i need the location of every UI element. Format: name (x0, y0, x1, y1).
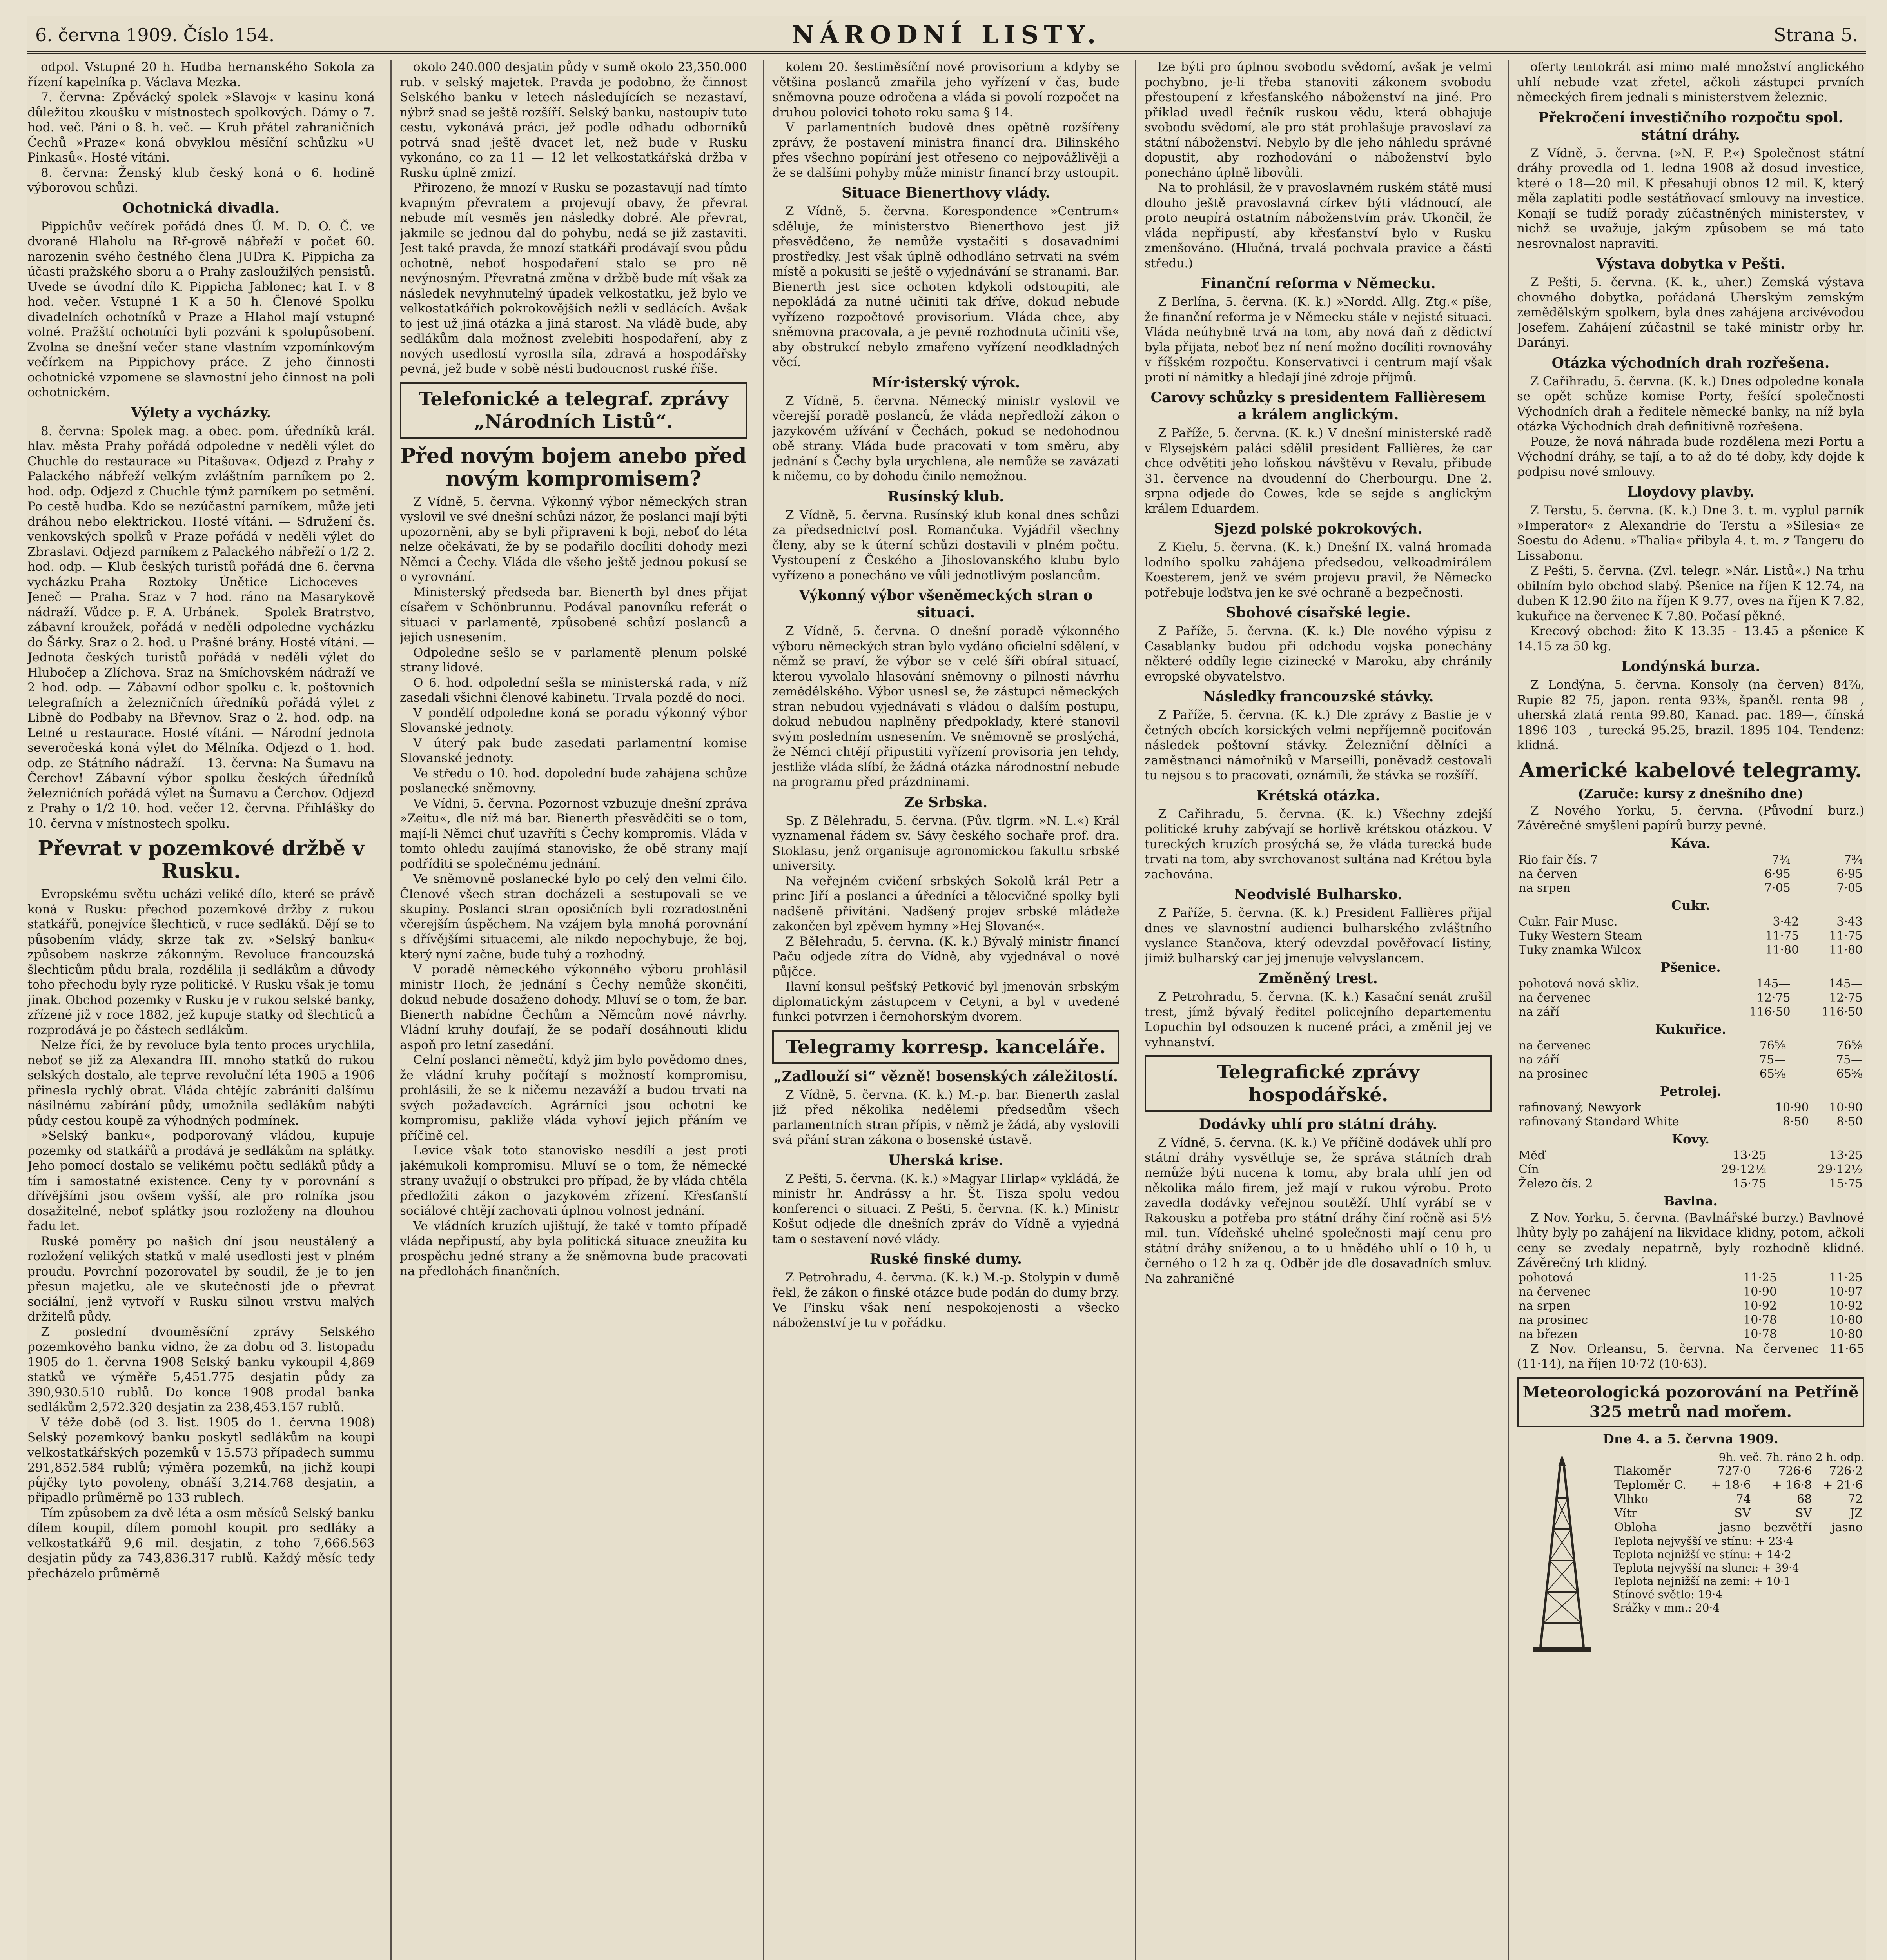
pred-text-2: Ministerský předseda bar. Bienerth byl dnes přijat císařem v Schönbrunnu. Podával panovníku referát o situaci v parlamentě, způsobené schůzí poslanců a jejich usnesením. (400, 585, 747, 644)
heading-ministersky: Mír·isterský výrok. (871, 374, 1020, 391)
prevrat-text-7: Tím způsobem za dvě léta a osm měsíců Selský banku dílem koupil, dílem pomohl koupit pro sedláky a velkostatkářů 9,6 mil. desjatin, z toho 7,666.563 desjatin půdy za 743,836.317 rublů. Každý měsíc tedy přecházelo průměrně (27, 1506, 375, 1581)
table-cell: bezvětří (1763, 1520, 1812, 1534)
vylety-text: 8. června: Spolek mag. a obec. pom. úředníků král. hlav. města Prahy pořádá odpoledne v neděli výlet do Chuchle do restaurace »u Pitašova«. Odjezd z Prahy z Palackého nábřeží velkým zvláštním parníkem po 2. hod. odp. Odjezd z Chuchle týmž parníkem po setmění. Po cestě hudba. Kdo se nezúčastní parníkem, může jeti dráhou nebo elektrickou. Hosté vítáni. — Sdružení čs. venkovských spolků v Praze pořádá v neděli výlet do Zbraslavi. Odjezd parníkem z Palackého nábřeží o 1/2 2. hod. odp. — Klub českých turistů pořádá dne 6. června vycházku Praha — Roztoky — Únětice — Lichoceves — Jeneč — Praha. Sraz v 7 hod. ráno na Masarykově nádraží. Vůdce p. F. A. Urbánek. — Spolek Bratrstvo, zábavní kroužek, pořádá v neděli odpoledne vycházku do Šárky. Sraz o 2. hod. u Prašné brány. Hosté vítáni. — Jednota českých turistů pořádá v neděli výlet do Hlubočep a Zlíchova. Sraz na Smíchovském nádraží ve 2 hod. odp. — Zábavní odbor spolku c. k. poštovních telegrafních a železničních úředníků pořádá výlet z Libně do Podbaby na Břevnov. Sraz o 2. hod. odp. na Letné u restaurace. Hosté vítáni. — Národní jednota severočeská koná výlet do Mělníka. Odjezd o 1. hod. odp. ze Státního nádraží. — 13. června: Na Šumavu na Čerchov! Zábavní výbor spolku českých úředníků železničních pořádá výlet na Šumavu a Čerchov. Odjezd z Prahy o 1/2 10. hod. večer 12. června. Přihlášky do 10. června v místnostech spolku. (27, 424, 375, 831)
petrin-tower-icon (1517, 1451, 1607, 1655)
table-row (1517, 1177, 1864, 1191)
bavlna-text: Z Nov. Yorku, 5. června. (Bavlnářské burzy.) Bavlnové lhůty byly po zahájení na likvidace klidny, potom, ačkoli ceny se zvedaly nepatrně, byly rozhodně klidné. Závěrečný trh klidný. (1517, 1210, 1864, 1270)
table-cell: + 18·6 (1711, 1478, 1751, 1492)
meteo-banner: Meteorologická pozorování na Petříně 325 metrů nad mořem. (1517, 1377, 1864, 1427)
korresp-banner: Telegramy korresp. kanceláře. (772, 1030, 1119, 1064)
table-row-label: na prosinec (1519, 1313, 1588, 1327)
table-cell: + 16·8 (1772, 1478, 1812, 1492)
bilinski-text: V parlamentních budově dnes opětně rozšířeny zprávy, že postavení ministra financí dra. Bilinského přes všechno popírání jest otřeseno co nejpovážlivěji a že se dalšími pohyby může ministr financí brzy ustoupit. (772, 120, 1119, 180)
column-3 (772, 60, 1119, 1960)
pred-text-10: V poradě německého výkonného výboru prohlásil ministr Hoch, že jednání s Čechy nemůže skončiti, dokud nebude dosaženo dohody. Mluví se o tom, že bar. Bienerth nabídne Čechům a Němcům nové návrhy. Vládní kruhy doufají, že se podaří dosáhnouti klidu aspoň pro letní zasedání. (400, 962, 747, 1052)
newspaper-title: NÁRODNÍ LISTY. (792, 20, 1101, 49)
pred-text-7: Ve středu o 10. hod. dopolední bude zahájena schůze poslanecké sněmovny. (400, 766, 747, 795)
heading-srbsko: Ze Srbska. (904, 794, 988, 811)
table-cell: 68 (1797, 1492, 1812, 1506)
table-row-label: na prosinec (1519, 1067, 1588, 1081)
heading-petrolej: Petrolej. (1660, 1083, 1722, 1099)
heading-americke: Americké kabelové telegramy. (1519, 758, 1862, 782)
vystava-text: Z Pešti, 5. června. (K. k., uher.) Zemská výstava chovného dobytka, pořádaná Uherským zemským zemědělským spolkem, byla dnes zahájena arcivévodou Josefem. Zahájení zúčastnil se také ministr orby hr. Darányi. (1517, 275, 1864, 350)
table-row (1613, 1521, 1864, 1535)
table-cell: 7¾ (1843, 853, 1863, 867)
newspaper-page (27, 16, 1866, 1960)
table-row (1517, 867, 1864, 881)
table-cell: 116·50 (1822, 1005, 1863, 1019)
pred-text-6: V úterý pak bude zasedati parlamentní komise Slovanské jednoty. (400, 736, 747, 765)
column-2 (400, 60, 747, 1960)
table-row-label: na září (1519, 1053, 1560, 1067)
table-cell: 10·80 (1829, 1327, 1863, 1341)
prevrat-cont-text: okolo 240.000 desjatin půdy v sumě okolo 23,350.000 rub. v selský majetek. Pravda je podobno, že činnost Selského banku v letech následujících se nezastaví, nýbrž snad se ještě rozšíří. Selský banku, nastoupiv tuto cestu, vykonává práci, jež podle odhadu odborníků potrvá snad ještě dvacet let, než bude v Rusku vykonáno, co za 11 — 12 let velkostatkářská držba v Rusku úplně zmizí. (400, 60, 747, 180)
prevrat-text-6: V téže době (od 3. list. 1905 do 1. června 1908) Selský pozemkový banku poskytl sedlákům na koupi velkostatkářských pozemků v 15.573 případech summu 291,852.584 rublů; výměra pozemků, na jichž koupi půjčky tyto povoleny, obnáší 3,214.768 desjatin, a připadlo průměrně po 133 rublech. (27, 1415, 375, 1505)
table-cell: 11·25 (1743, 1270, 1777, 1285)
table-cell: 10·92 (1829, 1299, 1863, 1313)
table-row (1613, 1478, 1864, 1492)
table-row (1517, 1067, 1864, 1081)
column-rule (1508, 60, 1509, 1960)
heading-bavlna: Bavlna. (1664, 1193, 1718, 1209)
table-cell: 145— (1756, 976, 1791, 991)
table-row-label: Vítr (1614, 1506, 1637, 1520)
table-cell: 116·50 (1749, 1005, 1791, 1019)
meteo-table (1613, 1464, 1864, 1535)
table-cell: 6·95 (1764, 867, 1791, 881)
table-row (1517, 881, 1864, 895)
table-row-label: Měď (1519, 1148, 1545, 1162)
list-item: Srážky v mm.: 20·4 (1613, 1601, 1720, 1614)
heading-rusinsky: Rusínský klub. (887, 488, 1004, 505)
table-cell: 10·92 (1743, 1299, 1777, 1313)
table-row (1517, 1285, 1864, 1299)
table-row-label: Tuky Western Steam (1519, 929, 1642, 943)
table-row (1517, 915, 1864, 929)
ochotnicka-text: Pippichův večírek pořádá dnes Ú. M. D. O. Č. ve dvoraně Hlaholu na Rř-grově nábřeží v počet 60. narozenin svého čestného člena JUDra K. Pippicha za účasti pražského sboru a o Prahy zasloužilých pensistů. Uvede se úvodní dílo K. Pippicha Jablonec; kat I. v 8 hod. večer. Vstupné 1 K a 50 h. Členové Spolku divadelních ochotníků v Praze a Hlahol mají vstupné volné. Pražští ochotníci byli pozváni k spolupůsobení. Zvolna se dnešní večer stane vlastním vzpomínkovým večírkem na Pippichovy práce. Z jeho činnosti ochotnické vzpomene se slavnostní jeho činnost na poli ochotnickém. (27, 219, 375, 399)
column-rule (763, 60, 764, 1960)
table-cell: 72 (1847, 1492, 1863, 1506)
heading-prekroceni: Překročení investičního rozpočtu spol. státní dráhy. (1538, 109, 1843, 143)
heading-cukr: Cukr. (1671, 897, 1710, 913)
heading-dodavky: Dodávky uhlí pro státní dráhy. (1199, 1116, 1438, 1132)
table-row-label: pohotová (1519, 1270, 1573, 1285)
table-row (1517, 1101, 1864, 1115)
carovy-text: Z Paříže, 5. června. (K. k.) V dnešní ministerské radě v Elysejském paláci sdělil president Fallières, že car chce odvětiti jeho loňskou návštěvu v Revalu, přibude 31. července na dvoudenní do Cherbourgu. Dne 2. srpna odjede do Cowes, kde se sejde s anglickým králem Eduardem. (1145, 426, 1492, 516)
table-cell: 8·50 (1782, 1114, 1809, 1129)
meteo-dates: Dne 4. a 5. června 1909. (1603, 1431, 1778, 1446)
table-cell: 12·75 (1829, 991, 1863, 1005)
table-cell: 726·6 (1778, 1464, 1812, 1478)
table-cell: 65⅝ (1836, 1067, 1863, 1081)
table-row (1517, 853, 1864, 867)
heading-carovy: Carovy schůzky s presidentem Fallièresem a králem anglickým. (1150, 389, 1486, 423)
sbohove-text: Z Paříže, 5. června. (K. k.) Dle nového výpisu z Casablanky budou při odchodu vojska ponechány některé oddíly legie cizinecké v Maroku, aby chránily evropské obyvatelstvo. (1145, 624, 1492, 684)
table-row (1613, 1492, 1864, 1506)
prirozeno-text: Přirozeno, že mnozí v Rusku se pozastavují nad tímto kvapným převratem a projevují obavy, že převrat nebude mít vesměs jen následky dobré. Ale převrat, jakmile se jednou dal do pohybu, nedá se již zastaviti. Jest také pravda, že mnozí statkáři prodávají svou půdu ochotně, neboť hospodaření stalo se pro ně nevýnosným. Převratná změna v držbě bude mít však za následek nevyhnutelný úpadek velkostatku, jež bylo ve velkostatkářích pokrokovějších nežli v sedlácích. Avšak to jest už jiná otázka a jiná starost. Na vládě bude, aby sedlákům dala možnost zvelebiti hospodaření, aby z nových usedlostí vyrostla síla, zdravá a hospodářsky pevná, jež bude v sobě nésti budoucnost ruské říše. (400, 181, 747, 376)
table-cell: + 21·6 (1823, 1478, 1863, 1492)
column-rule (390, 60, 392, 1960)
table-row-label: Rio fair čís. 7 (1519, 853, 1598, 867)
heading-nasledky: Následky francouzské stávky. (1203, 688, 1434, 705)
table-row-label: Obloha (1614, 1520, 1657, 1534)
prevrat-text-5: Z poslední dvouměsíční zprávy Selského pozemkového banku vidno, že za dobu od 3. listopadu 1905 do 1. června 1908 Selský banku vykoupil 4,869 statků ve výměře 5,451.775 desjatin půdy za 390,930.510 rublů. Do konce 1908 prodal banka sedlákům 2,572.320 desjatin za 238,453.157 rublů. (27, 1325, 375, 1414)
table-row-label: Vlhko (1614, 1492, 1648, 1506)
heading-neodvisle: Neodvislé Bulharsko. (1234, 886, 1403, 903)
bavlna-table (1517, 1271, 1864, 1341)
heading-situace: Situace Bienerthovy vlády. (842, 185, 1050, 201)
table-row-label: na březen (1519, 1327, 1578, 1341)
svoboda-text: lze býti pro úplnou svobodu svědomí, avšak je velmi pochybno, je-li třeba stanoviti zákonem svobodu přestoupení z křesťanského náboženství na jiné. Pro příklad uvedl řečník ruskou vědu, která obhajuje svobodu svědomí, ale pro stát prohlašuje pravoslaví za státní náboženství. Nebylo by dle jeho náhledu správné dopustit, aby rozhodování o náboženství bylo ponecháno úplně libovůli. (1145, 60, 1492, 180)
meteo-readings (1613, 1451, 1864, 1655)
list-item: Teplota nejvyšší na slunci: + 39·4 (1613, 1561, 1799, 1574)
table-row (1517, 943, 1864, 957)
table-cell: 11·75 (1765, 929, 1799, 943)
otazka-text: Z Cařihradu, 5. června. (K. k.) Dnes odpoledne konala se opět schůze komise Porty, řešící společnosti Východních drah a ředitele německé banky, na níž byla otázka Východních drah definitivně rozřešena. (1517, 374, 1864, 434)
table-row-label: rafinovaný Standard White (1519, 1114, 1679, 1129)
table-cell: 11·25 (1829, 1270, 1863, 1285)
heading-psenice: Pšenice. (1660, 959, 1721, 975)
table-cell: SV (1795, 1506, 1812, 1520)
heading-sbohove: Sbohové císařské legie. (1226, 604, 1411, 621)
table-cell: 8·50 (1836, 1114, 1863, 1129)
intro-text: odpol. Vstupné 20 h. Hudba hernanského Sokola za řízení kapelníka p. Václava Mezka. (27, 60, 375, 89)
table-row-label: na červen (1519, 867, 1577, 881)
page-number: Strana 5. (1774, 24, 1858, 45)
table-cell: 727·0 (1717, 1464, 1751, 1478)
table-cell: 11·75 (1829, 929, 1863, 943)
table-cell: 10·80 (1829, 1313, 1863, 1327)
heading-kukurice: Kukuřice. (1655, 1021, 1726, 1037)
table-row (1517, 929, 1864, 943)
pred-text-13: Ve vládních kruzích ujištují, že také v tomto případě vláda nepřipustí, aby byla politická situace zneužita ku prospěchu jedné strany a že sněmovna bude pracovati na předlohách finančních. (400, 1219, 747, 1278)
heading-otazka: Otázka východních drah rozřešena. (1551, 354, 1830, 371)
prevrat-text-4: Ruské poměry po našich dní jsou neustálený a rozložení velikých statků v malé usedlosti jest v plném proudu. Povrchní pozorovatel by soudil, že je to jen přesun majetku, ale ve skutečnosti jde o převrat sociální, jenž vytvoří v Rusku silnou vrstvu malých držitelů půdy. (27, 1234, 375, 1324)
table-row-label: Tuky znamka Wilcox (1519, 943, 1641, 957)
lloydovy-text: Z Terstu, 5. června. (K. k.) Dne 3. t. m. vyplul parník »Imperator« z Alexandrie do Terstu a »Silesia« ze Soestu do Adenu. »Thalia« přibyla 4. t. m. z Tangeru do Lissabonu. (1517, 503, 1864, 563)
table-row (1517, 977, 1864, 991)
table-row (1613, 1464, 1864, 1478)
heading-zahlad: „Zadlouží si“ vězně! bosenských záležitostí. (773, 1068, 1118, 1085)
table-row-label: na červenec (1519, 1285, 1591, 1299)
heading-ochotnicka: Ochotnická divadla. (122, 200, 280, 216)
table-cell: 10·90 (1775, 1100, 1809, 1114)
table-row-label: Cín (1519, 1162, 1539, 1176)
klub-text: 8. června: Ženský klub český koná o 6. hodině výborovou schůzi. (27, 165, 375, 195)
heading-vystava: Výstava dobytka v Pešti. (1596, 256, 1785, 272)
table-cell: 145— (1828, 976, 1863, 991)
kava-table (1517, 853, 1864, 895)
table-cell: 6·95 (1836, 867, 1863, 881)
table-cell: 15·75 (1829, 1176, 1863, 1191)
pred-text-11: Celní poslanci němečtí, když jim bylo povědomo dnes, že vládní kruhy počítají s možností kompromisu, prohlásili, že se k ničemu nezaváží a budou trvati na svých požadavcích. Agrárníci jsou ochotni ke kompromisu, pakliže vláda vyhoví jejich přáním ve příčině cel. (400, 1053, 747, 1143)
table-cell: 7¾ (1771, 853, 1791, 867)
table-row-label: Tlakoměr (1614, 1464, 1671, 1478)
table-cell: 726·2 (1829, 1464, 1863, 1478)
table-cell: 10·78 (1743, 1327, 1777, 1341)
dodavky-text: Z Vídně, 5. června. (K. k.) Ve příčině dodávek uhlí pro státní dráhy vysvětluje se, že správa státních drah nemůže býti nucena k tomu, aby brala uhlí jen od několika málo firem, jež mají v rukou výrobu. Proto zavedla dodávky veřejnou soutěží. Uhlí vyrábí se v Rakousku a potřeba pro státní dráhy činí ročně asi 5½ mil. tun. Vídeňské uhelné společnosti mají cenu pro státní dráhy sníženou, a to u hnědého uhlí o 10 h, u černého o 12 h za q. Odběr jde dle dosavadních smluv. Na zahraničné (1145, 1136, 1492, 1286)
table-row (1517, 1039, 1864, 1053)
table-cell: 10·97 (1829, 1285, 1863, 1299)
table-cell: 12·75 (1756, 991, 1791, 1005)
table-row-label: na září (1519, 1005, 1560, 1019)
heading-prevrat: Převrat v pozemkové držbě v Rusku. (38, 837, 365, 883)
pred-text-3: Odpoledne sešlo se v parlamentě plenum polské strany lidové. (400, 645, 747, 675)
column-1 (27, 60, 375, 1960)
heading-sjezd: Sjezd polské pokrokových. (1214, 521, 1423, 537)
table-cell: 76⅝ (1836, 1038, 1863, 1053)
table-cell: 75— (1759, 1053, 1786, 1067)
provisorium-text: kolem 20. šestiměsíční nové provisorium a kdyby se většina poslanců zmařila jeho vyřízení v čas, bude sněmovna pouze odročena a vláda si povolí rozpočet na druhou polovici tohoto roku sama § 14. (772, 60, 1119, 120)
pred-text-5: V pondělí odpoledne koná se poradu výkonný výbor Slovanské jednoty. (400, 706, 747, 735)
zahlad-text: Z Vídně, 5. června. (K. k.) M.-p. bar. Bienerth zaslal již před několika nedělemi předsedům všech parlamentních stran přípis, v němž je žádá, aby vyslovili svá přání stran zákona o bosenské ústavě. (772, 1087, 1119, 1147)
pred-text-12: Levice však toto stanovisko nesdílí a jest proti jakémukoli kompromisu. Mluví se o tom, že německé strany uvažují o obstrukci pro případ, že by vláda chtěla předložiti zákon o jazykovém zřízení. Křesťanští sociálové chtějí zachovati úplnou volnost jednání. (400, 1143, 747, 1218)
table-cell: 11·80 (1829, 943, 1863, 957)
sjezd-text: Z Kielu, 5. června. (K. k.) Dnešní IX. valná hromada lodního spolku zahájena předsedou, velkoadmirálem Koesterem, jenž ve svém projevu pravil, že Německo potřebuje loďstva jen ke své ochraně a bezpečnosti. (1145, 540, 1492, 600)
ministersky-text: Z Vídně, 5. června. Německý ministr vyslovil ve včerejší poradě poslanců, že vláda nepředloží zákon o jazykovém užívání v Čechách, pokud se nedohodnou obě strany. Vláda bude pracovati v tom směru, aby jednání s Čechy byla urychlena, ale nemůže se zavázati k ničemu, co by dohodu činilo nemožnou. (772, 394, 1119, 483)
kretska-text: Z Cařihradu, 5. června. (K. k.) Všechny zdejší politické kruhy zabývají se horlivě krétskou otázkou. V tureckých kruzích prosýchá se, že vláda turecká bude trvati na tom, aby svrchovanost sultána nad Krétou byla zachována. (1145, 807, 1492, 882)
table-row (1517, 1327, 1864, 1341)
pred-text-9: Ve sněmovně poslanecké bylo po celý den velmi čilo. Členové všech stran docházeli a sestupovali se ve skupiny. Poslanci stran oposičních byli rozradostněni včerejším úspěchem. Na vzájem byla mnohá porovnání s dřívějšími situacemi, ale nikdo nepochybuje, že boj, který nyní začne, bude tuhý a rozhodný. (400, 872, 747, 962)
column-5 (1517, 60, 1864, 1960)
heading-vylety: Výlety a vycházky. (131, 404, 271, 421)
table-row (1517, 1115, 1864, 1129)
uherska-text: Z Pešti, 5. června. (K. k.) »Magyar Hirlap« vykládá, že ministr hr. Andrássy a hr. Št. Tisza spolu vedou konferenci o situaci. Z Pešti, 5. června. (K. k.) Ministr Košut odjede dle dnešních zpráv do Vídně a vyjedná tam o sestavení nové vlády. (772, 1171, 1119, 1246)
srbsko-text-3: Z Bělehradu, 5. června. (K. k.) Bývalý ministr financí Paču odjede zítra do Vídně, aby vyjednával o nové půjčce. (772, 934, 1119, 979)
masthead (27, 16, 1866, 54)
table-cell: 10·78 (1743, 1313, 1777, 1327)
subheading-americke: (Zaruče: kursy z dnešního dne) (1578, 786, 1804, 801)
column-4 (1145, 60, 1492, 1960)
kovy-table (1517, 1149, 1864, 1191)
prevrat-text-1: Evropskému světu ucházi veliké dílo, které se právě koná v Rusku: přechod pozemkové držby z rukou statkářů, ponejvíce šlechticů, v ruce sedláků. Dějí se to působením vlády, skrze tak zv. »Selský banku« způsobem naskrze zákonným. Revoluce francouzská šlechticům půdu brala, rozdělila ji sedlákům a důvody toho přechodu byly ryze politické. V Rusku však je tomu jinak. Obchod pozemky v Rusku je v rukou selské banky, zřízené již v roce 1882, jež kupuje statky od šlechticů a rozprodává je po částech sedlákům. (27, 887, 375, 1037)
table-cell: 75— (1836, 1053, 1863, 1067)
spolek-text: 7. června: Zpěvácký spolek »Slavoj« v kasinu koná důležitou zkoušku v místnostech spolkových. Dámy o 7. hod. več. Páni o 8. h. več. — Kruh přátel zahraničních Čechů »Praze« koná obvyklou měsíční schůzku »U Pinkasů«. Hosté vítáni. (27, 90, 375, 165)
heading-londynska: Londýnská burza. (1621, 658, 1760, 675)
table-cell: 11·80 (1765, 943, 1799, 957)
krecek-text: Krecový obchod: žito K 13.35 - 13.45 a pšenice K 14.15 za 50 kg. (1517, 624, 1864, 653)
table-row (1517, 1053, 1864, 1067)
list-item: Teplota nejnižší na zemi: + 10·1 (1613, 1574, 1791, 1588)
table-cell: 76⅝ (1759, 1038, 1786, 1053)
table-cell: 3·42 (1773, 915, 1799, 929)
issue-date: 6. června 1909. Číslo 154. (35, 24, 275, 45)
heading-lloydovy: Lloydovy plavby. (1627, 484, 1755, 500)
pred-text-1: Z Vídně, 5. června. Výkonný výbor německých stran vyslovil ve své dnešní schůzi názor, že poslanci mají býti upozorněni, aby se byli připraveni k boji, neboť do léta nelze očekávati, že by se podařilo docíliti dohody mezi Němci a Čechy. Vláda dle všeho ještě jednou pokusí se o vyrovnání. (400, 494, 747, 584)
prekroceni-text: Z Vídně, 5. června. (»N. F. P.«) Společnost státní dráhy provedla od 1. ledna 1908 až dosud investice, které o 18—20 mil. K přesahují obnos 12 mil. K, který měla zaplatiti podle sestátňovací smlouvy na investice. Konají se tudíž porady zúčastněných ministerstev, v nichž se uvažuje, jakým způsobem se má tato nesrovnalost napraviti. (1517, 146, 1864, 251)
table-row-label: Cukr. Fair Musc. (1519, 915, 1618, 929)
table-row-label: na červenec (1519, 1038, 1591, 1053)
table-row-label: na srpen (1519, 1299, 1571, 1313)
cukr-table (1517, 915, 1864, 957)
table-cell: 74 (1736, 1492, 1751, 1506)
heading-kovy: Kovy. (1671, 1131, 1710, 1147)
table-row (1517, 1299, 1864, 1313)
table-cell: 7·05 (1836, 881, 1863, 895)
table-cell: 10·90 (1829, 1100, 1863, 1114)
list-item: Stínové světlo: 19·4 (1613, 1588, 1723, 1601)
kukurice-table (1517, 1039, 1864, 1081)
table-row (1517, 1163, 1864, 1177)
table-row-label: Železo čís. 2 (1519, 1176, 1593, 1191)
table-row-label: rafinovaný, Newyork (1519, 1100, 1642, 1114)
table-cell: jasno (1719, 1520, 1751, 1534)
meteo-hours: 9h. več. 7h. ráno 2 h. odp. (1718, 1450, 1864, 1464)
meteo-notes (1613, 1535, 1864, 1615)
table-row-label: na červenec (1519, 991, 1591, 1005)
heading-financni: Finanční reforma v Německu. (1201, 275, 1436, 292)
table-row (1517, 1313, 1864, 1327)
psenice-table (1517, 977, 1864, 1019)
srbsko-text-2: Na veřejném cvičení srbských Sokolů král Petr a princ Jiří a poslanci a úředníci a tělocvičné spolky byli nadšeně přivítáni. Nadšený projev srbské mládeže zakončen byl zpěvem hymny »Hej Slované«. (772, 874, 1119, 933)
table-cell: JZ (1850, 1506, 1863, 1520)
table-row (1517, 991, 1864, 1005)
table-cell: 3·43 (1836, 915, 1863, 929)
table-cell: SV (1734, 1506, 1751, 1520)
table-row-label: Teploměr C. (1614, 1478, 1686, 1492)
heading-zmeneny: Změněný trest. (1259, 970, 1378, 987)
otazka-text-2: Pouze, že nová náhrada bude rozdělena mezi Portu a Východní dráhy, se tají, a to až do té doby, kdy dojde k podpisu nové smlouvy. (1517, 434, 1864, 479)
table-row-label: pohotová nová skliz. (1519, 976, 1640, 991)
financni-text: Z Berlína, 5. června. (K. k.) »Nordd. Allg. Ztg.« píše, že finanční reforma je v Německu stále v nejisté situaci. Vláda neúhybně trvá na tom, aby nová daň z dědictví byla přijata, neboť bez ní není možno docíliti rovnováhy v říšském rozpočtu. Konservativci i centrum mají však proti ní námitky a hledají jiné zdroje příjmů. (1145, 295, 1492, 385)
heading-uherska: Uherská krise. (888, 1152, 1003, 1169)
table-cell: 15·75 (1733, 1176, 1767, 1191)
londynska-text: Z Londýna, 5. června. Konsoly (na červen) 84⅞, Rupie 82 75, japon. renta 93⅜, španěl. renta 98—, uherská zlatá renta 99.80, Kanad. pac. 189—, čínská 1896 103—, turecká 95.25, brazil. 1895 104. Tendenz: klidná. (1517, 678, 1864, 752)
table-cell: 29·12½ (1818, 1162, 1863, 1176)
newyork-text: Z Nového Yorku, 5. června. (Původní burz.) Závěrečné smyšlení papírů burzy pevné. (1517, 803, 1864, 833)
petrolej-table (1517, 1101, 1864, 1129)
table-row (1613, 1506, 1864, 1521)
pred-text-4: O 6. hod. odpolední sešla se ministerská rada, v níž zasedali všichni členové kabinetu. Trvala pozdě do noci. (400, 675, 747, 705)
table-row (1517, 1149, 1864, 1163)
telegraph-banner: Telefonické a telegraf. zprávy „Národních Listů“. (400, 382, 747, 439)
table-cell: 10·90 (1743, 1285, 1777, 1299)
situace-text: Z Vídně, 5. června. Korespondence »Centrum« sděluje, že ministerstvo Bienerthovo jest již přesvědčeno, že nemůže vystačiti s dosavadními prostředky. Jest však úplně odhodláno setrvati na svém místě a pokusiti se ještě o vyjednávání se stranami. Bar. Bienerth jest sice ochoten kdykoli odstoupiti, ale nepokládá za nutné učiniti tak dříve, dokud nebude vyřízeno rozpočtové provisorium. Vláda chce, aby sněmovna pracovala, a je pevně rozhodnuta učiniti vše, aby obstrukcí nebylo zmařeno vyřízení neodkladných věcí. (772, 204, 1119, 369)
list-item: Teplota nejvyšší ve stínu: + 23·4 (1613, 1534, 1793, 1548)
heading-kava: Káva. (1670, 835, 1711, 851)
table-cell: 13·25 (1733, 1148, 1767, 1162)
table-cell: 29·12½ (1721, 1162, 1767, 1176)
ruske-text: Z Petrohradu, 4. června. (K. k.) M.-p. Stolypin v dumě řekl, že zákon o finské otázce bude podán do dumy brzy. Ve Finsku však není nespokojenosti a všecko náboženství je tu v pořádku. (772, 1270, 1119, 1330)
table-cell: 13·25 (1829, 1148, 1863, 1162)
trh-text: Z Pešti, 5. června. (Zvl. telegr. »Nár. Listů«.) Na trhu obilním bylo obchod slabý. Pšenice na říjen K 12.74, na duben K 12.90 žito na říjen K 9.77, oves na říjen K 7.82, kukuřice na červenec K 7.80. Počasí pěkné. (1517, 564, 1864, 623)
table-row (1517, 1005, 1864, 1019)
economic-banner: Telegrafické zprávy hospodářské. (1145, 1055, 1492, 1112)
column-rule (1135, 60, 1136, 1960)
srbsko-text-4: Ilavní konsul pešťský Petković byl jmenován srbským diplomatickým zástupcem v Cetyni, a byl v uvedené funkci potvrzen i černohorským dvorem. (772, 980, 1119, 1024)
orleans-text: Z Nov. Orleansu, 5. června. Na červenec 11·65 (11·14), na říjen 10·72 (10·63). (1517, 1341, 1864, 1371)
zmeneny-text: Z Petrohradu, 5. června. (K. k.) Kasační senát zrušil trest, jímž bývalý ředitel policejního departementu Lopuchin byl odsouzen k nucené práci, a změnil jej ve vyhnanství. (1145, 990, 1492, 1049)
table-cell: jasno (1831, 1520, 1863, 1534)
prevrat-text-3: »Selský banku«, podporovaný vládou, kupuje pozemky od statkářů a prodává je sedlákům na splátky. Jeho pomocí dostalo se velikému počtu sedláků půdy a tím i samostatné existence. Ceny ty v porovnání s dřívějšími jsou ovšem vyšší, ale pro rolníka jsou dosažitelné, neboť splátky jsou rozloženy na dlouhou řadu let. (27, 1129, 375, 1233)
heading-vykonny: Výkonný výbor všeněmeckých stran o situaci. (799, 587, 1093, 621)
pravoslavi-text: Na to prohlásil, že v pravoslavném ruském státě musí dlouho ještě pravoslavná církev býti vládnoucí, ale proto neupírá ostatním náboženstvím práv. Ukončil, že vláda nepřipustí, aby křesťanství bylo v Rusku zmenšováno. (Hlučná, trvalá pochvala pravice a části středu.) (1145, 181, 1492, 270)
heading-kretska: Krétská otázka. (1256, 787, 1381, 804)
table-row-label: na srpen (1519, 881, 1571, 895)
table-cell: 65⅝ (1759, 1067, 1786, 1081)
list-item: Teplota nejnižší ve stínu: + 14·2 (1613, 1548, 1791, 1561)
heading-pred-bojem: Před novým bojem anebo před novým kompromisem? (400, 444, 747, 491)
oferty-text: oferty tentokrát asi mimo malé množství anglického uhlí nebude vzat zřetel, ačkoli zástupci prvních německých firem jednali s ministerstvem železnic. (1517, 60, 1864, 104)
nasledky-text: Z Paříže, 5. června. (K. k.) Dle zprávy z Bastie je v četných obcích korsických velmi nepříjemně pociťován následek poštovní stávky. Železniční dělníci a zaměstnanci námořníků v Marseilli, poněvadž cestovali tu nejsou s to pracovati, oznámili, že stávka se rozšíří. (1145, 708, 1492, 782)
vykonny-text: Z Vídně, 5. června. O dnešní poradě výkonného výboru německých stran bylo vydáno oficielní sdělení, v němž se praví, že výbor se v celé šíři obíral situací, kterou vyvolalo hlasování sněmovny o pilnosti návrhu zemědělského. Výbor usnesl se, že zástupci německých stran nebudou vyjednávati s vládou o dalším postupu, dokud nebudou naplněny předpoklady, které stanovil svým posledním usnesením. Ve sněmovně se proslýchá, že Němci chtějí připustiti vyřízení provisoria jen tehdy, jestliže vláda slíbí, že žádná otázka národnostní nebude na programu před prázdninami. (772, 624, 1119, 789)
rusinsky-text: Z Vídně, 5. června. Rusínský klub konal dnes schůzi za předsednictví posl. Romančuka. Vyjádřil všechny členy, aby se k úterní schůzi dostavili v plném počtu. Vystoupení z Českého a Jihoslovanského klubu bylo vyřízeno a ponecháno ve vůli jednotlivým poslancům. (772, 508, 1119, 583)
table-cell: 7·05 (1764, 881, 1791, 895)
neodvisle-text: Z Paříže, 5. června. (K. k.) President Fallières přijal dnes ve slavnostní audienci bulharského zvláštního vyslance Stančova, který odevzdal pověřovací listiny, jimiž bulharský car jej jmenuje velvyslancem. (1145, 906, 1492, 965)
table-row (1517, 1271, 1864, 1285)
meteo-station (1517, 1451, 1864, 1655)
pred-text-8: Ve Vídni, 5. června. Pozornost vzbuzuje dnešní zpráva »Zeitu«, dle níž má bar. Bienerth přesvědčiti se o tom, mají-li Němci chuť uzavříti s Čechy kompromis. Vláda v tomto ohledu zaujímá stanovisko, že obě strany mají podříditi se společnému jednání. (400, 796, 747, 871)
prevrat-text-2: Nelze říci, že by revoluce byla tento proces urychlila, neboť se již za Alexandra III. mnoho statků do rukou selských dostalo, ale teprve revoluční léta 1905 a 1906 přinesla rychlý obrat. Vláda chtějíc zabrániti dalšímu násilnému zabírání půdy, umožnila sedlákům nabýti půdy cestou koupě za výhodných podmínek. (27, 1038, 375, 1128)
srbsko-text-1: Sp. Z Bělehradu, 5. června. (Pův. tlgrm. »N. L.«) Král vyznamenal řádem sv. Sávy českého sochaře prof. dra. Stoklasu, jenž organisuje agronomickou fakultu srbské university. (772, 813, 1119, 873)
heading-ruske: Ruské finské dumy. (869, 1251, 1022, 1267)
